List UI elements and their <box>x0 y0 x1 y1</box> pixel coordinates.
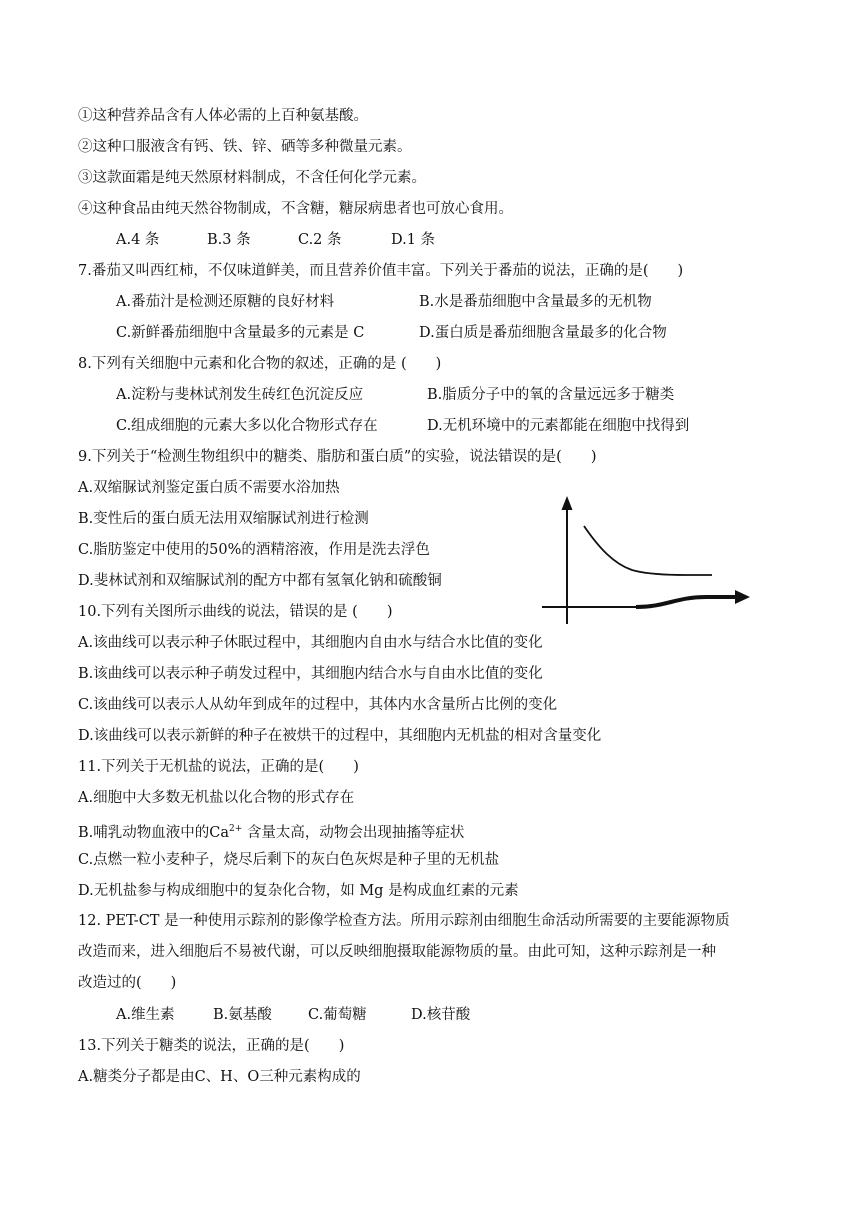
statement-1: ①这种营养品含有人体必需的上百种氨基酸。 <box>78 108 368 124</box>
q11-option-c: C.点燃一粒小麦种子，烧尽后剩下的灰白色灰烬是种子里的无机盐 <box>78 852 500 868</box>
q9-option-d: D.斐林试剂和双缩脲试剂的配方中都有氢氧化钠和硫酸铜 <box>78 573 442 589</box>
q8-option-c: C.组成细胞的元素大多以化合物形式存在 <box>116 418 378 434</box>
q11-option-b-lead: B.哺乳动物血液中的 <box>78 824 210 841</box>
q13-stem: 13.下列关于糖类的说法，正确的是( ) <box>78 1038 345 1054</box>
q8-option-a: A.淀粉与斐林试剂发生砖红色沉淀反应 <box>116 387 364 403</box>
q11-option-b-rest: 含量太高，动物会出现抽搐等症状 <box>242 824 465 841</box>
q7-option-c: C.新鲜番茄细胞中含量最多的元素是 C <box>116 325 365 341</box>
q9-option-a: A.双缩脲试剂鉴定蛋白质不需要水浴加热 <box>78 480 340 496</box>
q11-option-a: A.细胞中大多数无机盐以化合物的形式存在 <box>78 790 355 806</box>
statement-2: ②这种口服液含有钙、铁、锌、硒等多种微量元素。 <box>78 139 412 155</box>
x-axis-wave <box>636 597 736 607</box>
q11-stem: 11.下列关于无机盐的说法，正确的是( ) <box>78 759 359 775</box>
q7-stem: 7.番茄又叫西红柿，不仅味道鲜美，而且营养价值丰富。下列关于番茄的说法，正确的是( ) <box>78 263 684 279</box>
q10-stem: 10.下列有关图所示曲线的说法，错误的是 ( ) <box>78 604 393 620</box>
q9-stem: 9.下列关于“检测生物组织中的糖类、脂肪和蛋白质”的实验，说法错误的是( ) <box>78 449 597 465</box>
q11-option-b <box>78 819 464 843</box>
q8-option-d: D.无机环境中的元素都能在细胞中找得到 <box>427 418 690 434</box>
q7-option-a: A.番茄汁是检测还原糖的良好材料 <box>116 294 335 310</box>
calcium-ion: Ca <box>209 824 230 841</box>
q12-option-c: C.葡萄糖 <box>308 1007 367 1023</box>
q7-option-d: D.蛋白质是番茄细胞含量最多的化合物 <box>419 325 667 341</box>
q10-option-a: A.该曲线可以表示种子休眠过程中，其细胞内自由水与结合水比值的变化 <box>78 635 543 651</box>
q12-stem <box>78 906 784 999</box>
curve-figure <box>536 484 756 626</box>
q9-option-b: B.变性后的蛋白质无法用双缩脲试剂进行检测 <box>78 511 369 527</box>
x-axis-arrow <box>735 590 750 604</box>
statement-3: ③这款面霜是纯天然原材料制成，不含任何化学元素。 <box>78 170 426 186</box>
q12-line-2: 改造而来，进入细胞后不易被代谢，可以反映细胞摄取能源物质的量。由此可知，这种示踪剂是一种 <box>78 944 716 960</box>
q6-option-a: A.4 条 <box>116 232 160 248</box>
q6-option-d: D.1 条 <box>391 232 436 248</box>
q10-option-b: B.该曲线可以表示种子萌发过程中，其细胞内结合水与自由水比值的变化 <box>78 666 543 682</box>
q6-option-c: C.2 条 <box>298 232 342 248</box>
statement-4: ④这种食品由纯天然谷物制成，不含糖，糖尿病患者也可放心食用。 <box>78 201 513 217</box>
q11-option-d: D.无机盐参与构成细胞中的复杂化合物，如 Mg 是构成血红素的元素 <box>78 883 519 899</box>
q12-option-a: A.维生素 <box>116 1007 175 1023</box>
q7-option-b: B.水是番茄细胞中含量最多的无机物 <box>419 294 652 310</box>
q8-stem: 8.下列有关细胞中元素和化合物的叙述，正确的是 ( ) <box>78 356 442 372</box>
q10-option-c: C.该曲线可以表示人从幼年到成年的过程中，其体内水含量所占比例的变化 <box>78 697 558 713</box>
q12-line-3: 改造过的( ) <box>78 975 177 991</box>
q12-option-d: D.核苷酸 <box>411 1007 471 1023</box>
q12-line-1: 12. PET-CT 是一种使用示踪剂的影像学检查方法。所用示踪剂由细胞生命活动所需要的主要能源物质 <box>78 913 730 929</box>
q9-option-c: C.脂肪鉴定中使用的50%的酒精溶液，作用是洗去浮色 <box>78 542 430 558</box>
q13-option-a: A.糖类分子都是由C、H、O三种元素构成的 <box>78 1069 361 1085</box>
y-axis-arrow <box>562 496 573 510</box>
calcium-charge: 2+ <box>229 824 243 834</box>
q10-option-d: D.该曲线可以表示新鲜的种子在被烘干的过程中，其细胞内无机盐的相对含量变化 <box>78 728 602 744</box>
q6-option-b: B.3 条 <box>207 232 251 248</box>
decay-curve <box>584 526 712 575</box>
q8-option-b: B.脂质分子中的氧的含量远远多于糖类 <box>427 387 675 403</box>
q12-option-b: B.氨基酸 <box>213 1007 272 1023</box>
